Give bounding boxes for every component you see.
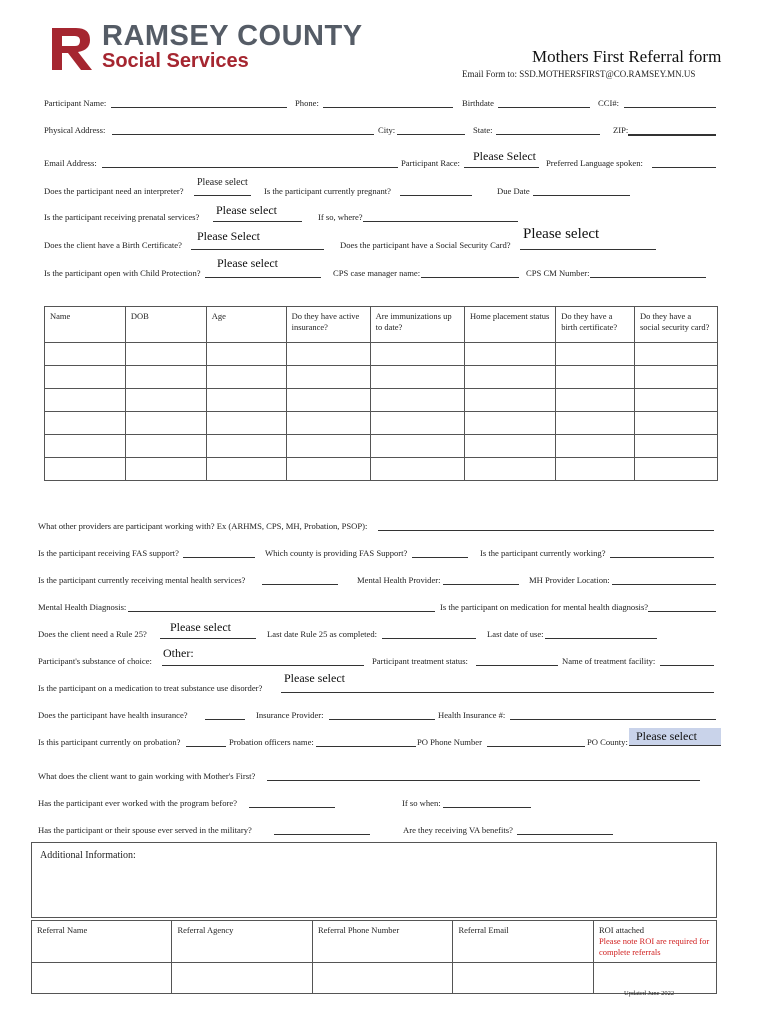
mh-medication-field[interactable] <box>648 611 716 612</box>
currently-working-label: Is the participant currently working? <box>480 548 606 558</box>
gain-field[interactable] <box>267 780 700 781</box>
table-cell[interactable] <box>206 435 286 458</box>
last-date-use-field[interactable] <box>545 638 657 639</box>
table-cell[interactable] <box>125 412 206 435</box>
treatment-facility-label: Name of treatment facility: <box>562 656 656 666</box>
referral-email-header: Referral Email <box>453 921 593 963</box>
table-header: Name <box>45 307 126 343</box>
table-cell[interactable] <box>125 366 206 389</box>
table-cell[interactable] <box>370 389 464 412</box>
treatment-status-field[interactable] <box>476 665 558 666</box>
probation-officer-label: Probation officers name: <box>229 737 314 747</box>
mh-provider-field[interactable] <box>443 584 519 585</box>
preferred-language-field[interactable] <box>652 167 716 168</box>
roi-attached-cell[interactable] <box>593 963 716 994</box>
fas-support-label: Is the participant receiving FAS support? <box>38 548 179 558</box>
pregnant-field[interactable] <box>400 195 472 196</box>
table-cell[interactable] <box>370 412 464 435</box>
rule25-value[interactable]: Please select <box>170 620 231 634</box>
gain-label: What does the client want to gain working with Mother's First? <box>38 771 256 781</box>
if-so-where-label: If so, where? <box>318 212 363 222</box>
interpreter-select[interactable] <box>194 195 251 196</box>
worked-program-field[interactable] <box>249 807 335 808</box>
treatment-facility-field[interactable] <box>660 665 714 666</box>
org-subtitle: Social Services <box>102 50 249 72</box>
roi-note: Please note ROI are required for complete referrals <box>598 936 710 958</box>
worked-program-label: Has the participant ever worked with the program before? <box>38 798 238 808</box>
table-header-row <box>45 307 718 343</box>
table-cell[interactable] <box>286 366 370 389</box>
rule25-last-date-label: Last date Rule 25 as completed: <box>267 629 378 639</box>
rule25-label: Does the client need a Rule 25? <box>38 629 147 639</box>
table-header: Do they have a birth certificate? <box>556 307 635 343</box>
logo-mark-icon <box>48 26 96 72</box>
phone-field[interactable] <box>323 107 453 108</box>
other-providers-label: What other providers are participant working with? Ex (ARHMS, CPS, MH, Probation, PSOP): <box>38 521 368 531</box>
insurance-provider-label: Insurance Provider: <box>256 710 324 720</box>
zip-label: ZIP: <box>613 125 629 135</box>
referral-agency-header: Referral Agency <box>172 921 312 963</box>
child-protection-select[interactable] <box>205 277 321 278</box>
table-cell[interactable] <box>45 343 126 366</box>
health-insurance-number-label: Health Insurance #: <box>438 710 506 720</box>
zip-field[interactable] <box>628 134 716 136</box>
birth-certificate-label: Does the client have a Birth Certificate? <box>44 240 182 250</box>
table-cell[interactable] <box>464 389 555 412</box>
other-providers-field[interactable] <box>378 530 714 531</box>
referral-name-cell[interactable] <box>32 963 172 994</box>
table-cell[interactable] <box>370 435 464 458</box>
table-cell[interactable] <box>125 458 206 481</box>
children-table <box>44 306 718 481</box>
table-header: DOB <box>125 307 206 343</box>
interpreter-label: Does the participant need an interpreter? <box>44 186 184 196</box>
probation-officer-field[interactable] <box>316 746 416 747</box>
table-cell[interactable] <box>206 458 286 481</box>
probation-label: Is this participant currently on probation? <box>38 737 181 747</box>
participant-race-select[interactable] <box>464 167 539 168</box>
table-row <box>45 412 718 435</box>
treatment-status-label: Participant treatment status: <box>372 656 468 666</box>
table-cell[interactable] <box>45 435 126 458</box>
substance-label: Participant's substance of choice: <box>38 656 152 666</box>
cci-field[interactable] <box>624 107 716 108</box>
fas-county-label: Which county is providing FAS Support? <box>265 548 408 558</box>
table-cell[interactable] <box>556 366 635 389</box>
table-cell[interactable] <box>45 458 126 481</box>
table-cell[interactable] <box>370 458 464 481</box>
mh-services-label: Is the participant currently receiving mental health services? <box>38 575 246 585</box>
if-so-where-field[interactable] <box>363 221 518 222</box>
roi-header <box>593 921 716 963</box>
table-cell[interactable] <box>286 343 370 366</box>
state-field[interactable] <box>496 134 600 135</box>
substance-select[interactable] <box>162 665 364 666</box>
city-label: City: <box>378 125 396 135</box>
child-protection-value[interactable]: Please select <box>217 256 278 270</box>
phone-label: Phone: <box>295 98 319 108</box>
va-benefits-field[interactable] <box>517 834 613 835</box>
table-cell[interactable] <box>634 343 717 366</box>
last-date-use-label: Last date of use: <box>487 629 544 639</box>
rule25-select[interactable] <box>160 638 256 639</box>
mh-diagnosis-field[interactable] <box>128 611 435 612</box>
birthdate-label: Birthdate <box>462 98 494 108</box>
mh-diagnosis-label: Mental Health Diagnosis: <box>38 602 127 612</box>
prenatal-select[interactable] <box>213 221 302 222</box>
sud-medication-value[interactable]: Please select <box>284 671 345 685</box>
prenatal-value[interactable]: Please select <box>216 203 277 217</box>
social-security-card-label: Does the participant have a Social Security Card? <box>340 240 511 250</box>
form-title: Mothers First Referral form <box>532 47 722 66</box>
probation-field[interactable] <box>186 746 226 747</box>
table-cell[interactable] <box>634 389 717 412</box>
table-cell[interactable] <box>634 366 717 389</box>
email-to: Email Form to: SSD.MOTHERSFIRST@CO.RAMSEY.MN.US <box>462 69 696 79</box>
birthdate-field[interactable] <box>498 107 590 108</box>
table-cell[interactable] <box>464 412 555 435</box>
military-field[interactable] <box>274 834 370 835</box>
logo <box>48 20 368 76</box>
due-date-label: Due Date <box>497 186 530 196</box>
table-cell[interactable] <box>206 343 286 366</box>
table-cell[interactable] <box>125 343 206 366</box>
birth-certificate-value[interactable]: Please Select <box>197 229 260 243</box>
table-cell[interactable] <box>370 343 464 366</box>
va-benefits-label: Are they receiving VA benefits? <box>403 825 513 835</box>
table-header: Home placement status <box>464 307 555 343</box>
physical-address-field[interactable] <box>112 134 374 135</box>
cps-cm-number-field[interactable] <box>590 277 706 278</box>
rule25-last-date-field[interactable] <box>382 638 476 639</box>
referral-agency-cell[interactable] <box>172 963 312 994</box>
referral-email-cell[interactable] <box>453 963 593 994</box>
cci-label: CCI#: <box>598 98 620 108</box>
preferred-language-label: Preferred Language spoken: <box>546 158 643 168</box>
birth-certificate-select[interactable] <box>191 249 324 250</box>
participant-race-label: Participant Race: <box>401 158 460 168</box>
updated-date: Updated June 2022 <box>624 990 675 997</box>
insurance-provider-field[interactable] <box>329 719 435 720</box>
table-cell[interactable] <box>556 458 635 481</box>
participant-race-value[interactable]: Please Select <box>473 149 536 163</box>
table-cell[interactable] <box>286 458 370 481</box>
sud-medication-select[interactable] <box>281 692 714 693</box>
cps-manager-label: CPS case manager name: <box>333 268 421 278</box>
referral-table <box>31 920 717 994</box>
pregnant-label: Is the participant currently pregnant? <box>264 186 391 196</box>
table-cell[interactable] <box>464 343 555 366</box>
additional-info-label: Additional Information: <box>40 850 136 861</box>
table-cell[interactable] <box>125 435 206 458</box>
roi-attached-label: ROI attached <box>598 925 645 935</box>
table-cell[interactable] <box>464 458 555 481</box>
table-row <box>45 343 718 366</box>
if-so-when-field[interactable] <box>443 807 531 808</box>
military-label: Has the participant or their spouse ever served in the military? <box>38 825 252 835</box>
mh-provider-label: Mental Health Provider: <box>357 575 441 585</box>
cps-manager-field[interactable] <box>421 277 519 278</box>
table-cell[interactable] <box>125 389 206 412</box>
table-cell[interactable] <box>206 412 286 435</box>
mh-services-field[interactable] <box>262 584 338 585</box>
health-insurance-number-field[interactable] <box>510 719 716 720</box>
state-label: State: <box>473 125 493 135</box>
participant-name-field[interactable] <box>111 107 287 108</box>
participant-name-label: Participant Name: <box>44 98 107 108</box>
physical-address-label: Physical Address: <box>44 125 106 135</box>
table-cell[interactable] <box>634 458 717 481</box>
if-so-when-label: If so when: <box>402 798 441 808</box>
fas-support-field[interactable] <box>183 557 255 558</box>
table-row <box>45 366 718 389</box>
email-address-field[interactable] <box>102 167 398 168</box>
table-cell[interactable] <box>464 435 555 458</box>
interpreter-value[interactable]: Please select <box>197 177 248 188</box>
health-insurance-field[interactable] <box>205 719 245 720</box>
referral-phone-header: Referral Phone Number <box>312 921 452 963</box>
table-row <box>45 458 718 481</box>
mh-medication-label: Is the participant on medication for mental health diagnosis? <box>440 602 649 612</box>
currently-working-field[interactable] <box>610 557 714 558</box>
table-row <box>45 435 718 458</box>
table-cell[interactable] <box>556 343 635 366</box>
social-security-card-select[interactable] <box>520 249 656 250</box>
table-cell[interactable] <box>206 389 286 412</box>
fas-county-field[interactable] <box>412 557 468 558</box>
table-header: Age <box>206 307 286 343</box>
table-cell[interactable] <box>634 435 717 458</box>
city-field[interactable] <box>397 134 465 135</box>
due-date-field[interactable] <box>533 195 630 196</box>
email-address-label: Email Address: <box>44 158 97 168</box>
po-county-label: PO County: <box>587 737 628 747</box>
health-insurance-label: Does the participant have health insurance? <box>38 710 188 720</box>
table-header: Do they have active insurance? <box>286 307 370 343</box>
table-cell[interactable] <box>634 412 717 435</box>
sud-medication-label: Is the participant on a medication to treat substance use disorder? <box>38 683 263 693</box>
po-county-value[interactable]: Please select <box>636 729 697 743</box>
po-phone-field[interactable] <box>487 746 585 747</box>
table-cell[interactable] <box>464 366 555 389</box>
table-header: Are immunizations up to date? <box>370 307 464 343</box>
table-cell[interactable] <box>286 412 370 435</box>
referral-row <box>32 963 717 994</box>
table-cell[interactable] <box>206 366 286 389</box>
prenatal-label: Is the participant receiving prenatal services? <box>44 212 200 222</box>
org-name: RAMSEY COUNTY <box>102 20 363 52</box>
table-cell[interactable] <box>370 366 464 389</box>
social-security-card-value[interactable]: Please select <box>523 226 600 242</box>
table-header: Do they have a social security card? <box>634 307 717 343</box>
referral-header-row <box>32 921 717 963</box>
table-cell[interactable] <box>286 435 370 458</box>
referral-name-header: Referral Name <box>32 921 172 963</box>
po-phone-label: PO Phone Number <box>417 737 482 747</box>
referral-phone-cell[interactable] <box>312 963 452 994</box>
substance-value[interactable]: Other: <box>163 646 194 660</box>
mh-location-label: MH Provider Location: <box>529 575 610 585</box>
table-row <box>45 389 718 412</box>
cps-cm-number-label: CPS CM Number: <box>526 268 590 278</box>
table-cell[interactable] <box>556 412 635 435</box>
table-cell[interactable] <box>45 412 126 435</box>
table-cell[interactable] <box>556 435 635 458</box>
table-cell[interactable] <box>556 389 635 412</box>
child-protection-label: Is the participant open with Child Protection? <box>44 268 201 278</box>
table-cell[interactable] <box>286 389 370 412</box>
table-cell[interactable] <box>45 389 126 412</box>
table-cell[interactable] <box>45 366 126 389</box>
mh-location-field[interactable] <box>612 584 716 585</box>
